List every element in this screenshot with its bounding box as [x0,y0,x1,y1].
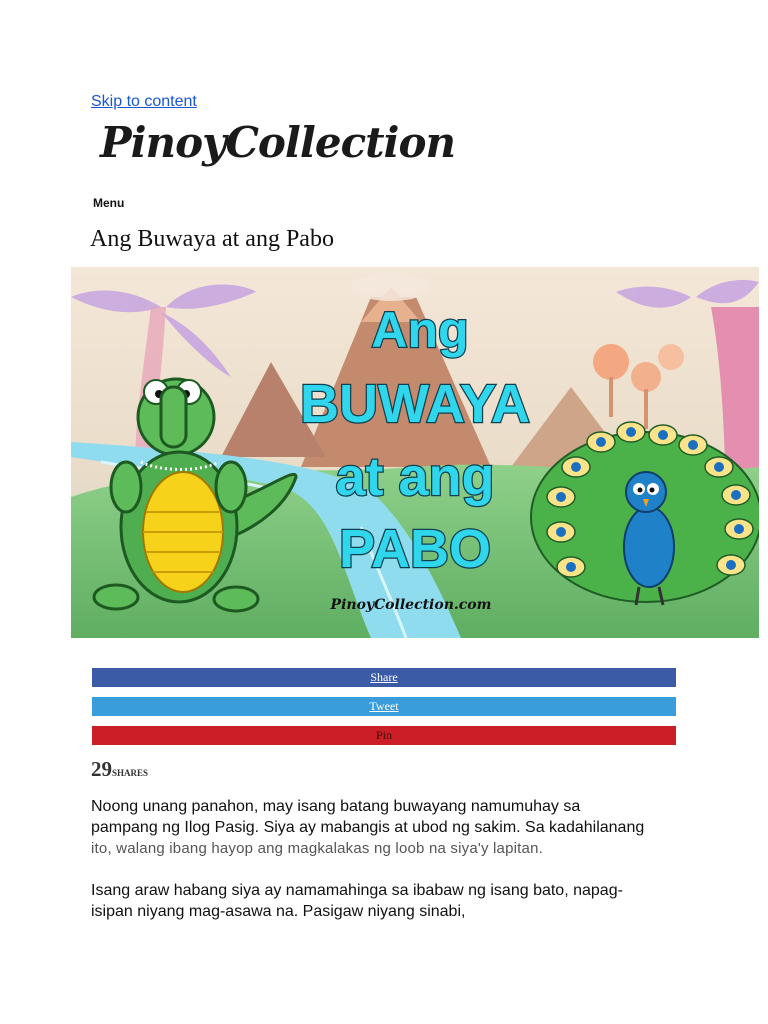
share-count-label: SHARES [112,768,149,778]
article-paragraph-2 [91,880,691,922]
p1-line-1: Noong unang panahon, may isang batang buwayang namumuhay sa [91,798,581,815]
p2-line-2: isipan niyang mag-asawa na. Pasigaw niyang sinabi, [91,903,466,920]
featured-image [71,267,759,638]
article-paragraph-1 [91,796,691,859]
pinterest-pin-button[interactable]: Pin [92,726,676,745]
hero-title-line3: at ang [335,447,495,507]
facebook-share-button[interactable]: Share [92,668,676,687]
share-count [91,757,148,782]
twitter-tweet-button[interactable]: Tweet [92,697,676,716]
p1-line-2: pampang ng Ilog Pasig. Siya ay mabangis at ubod ng sakim. Sa kadahilanang [91,819,645,836]
site-logo[interactable]: PinoyCollection [100,118,456,167]
hero-title-line4: PABO [338,519,492,579]
p1-line-3: ito, walang ibang hayop ang magkalakas ng loob na siya'y lapitan. [91,840,543,857]
post-title: Ang Buwaya at ang Pabo [90,226,334,252]
share-count-number: 29 [91,757,112,781]
menu-button[interactable]: Menu [93,196,125,210]
skip-to-content-link[interactable]: Skip to content [91,93,197,110]
hero-watermark: PinoyCollection.com [330,597,492,613]
p2-line-1: Isang araw habang siya ay namamahinga sa ibabaw ng isang bato, napag- [91,882,623,899]
hero-title-line1: Ang [371,302,469,358]
hero-title-line2: BUWAYA [299,374,531,434]
